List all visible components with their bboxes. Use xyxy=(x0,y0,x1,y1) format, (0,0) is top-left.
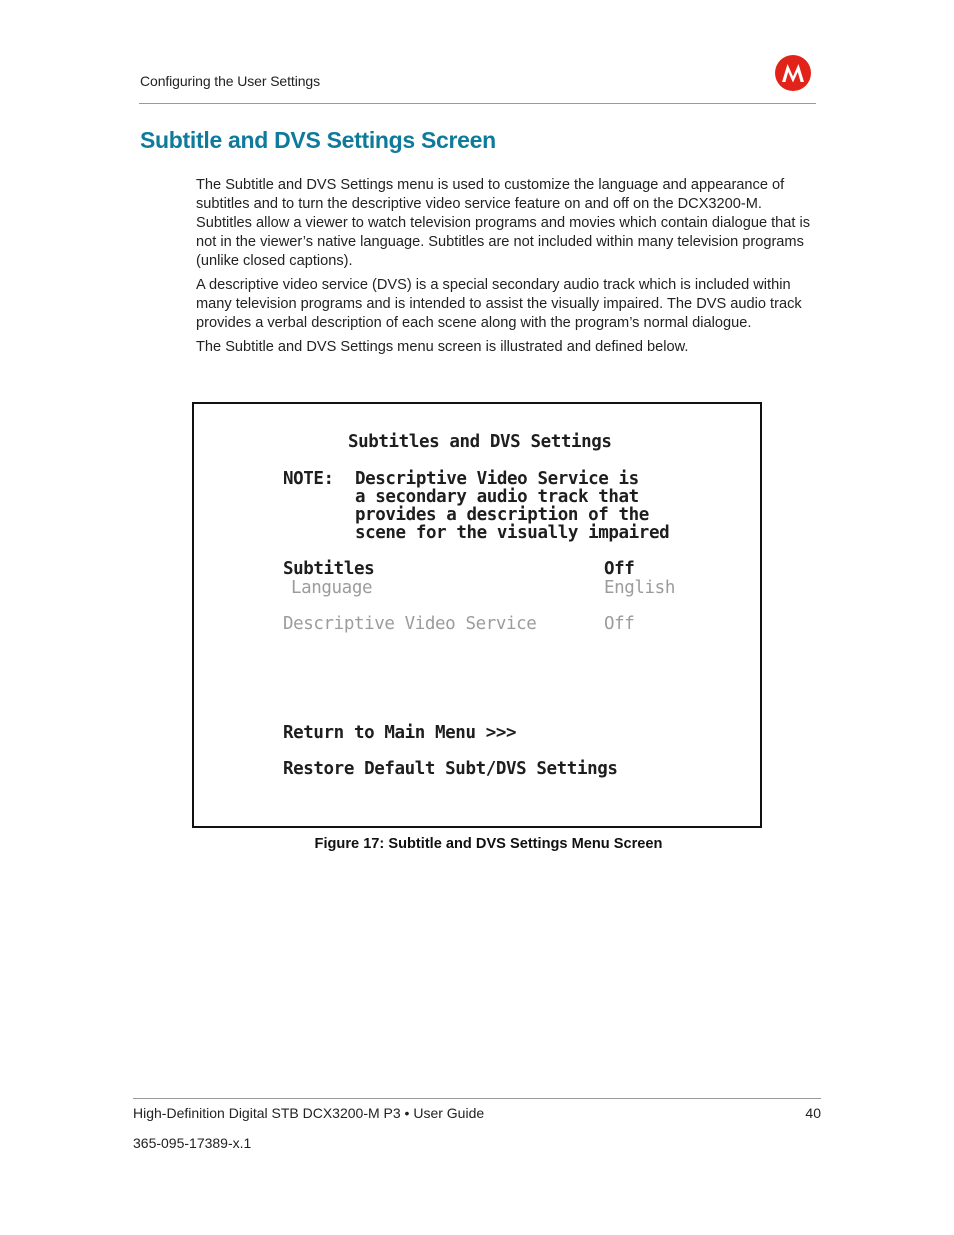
subtitles-label[interactable]: Subtitles xyxy=(283,559,375,579)
note-line-4: scene for the visually impaired xyxy=(355,523,670,543)
note-line-2: a secondary audio track that xyxy=(355,487,639,507)
paragraph-figure-intro: The Subtitle and DVS Settings menu screen is illustrated and defined below. xyxy=(196,339,689,355)
subtitles-value[interactable]: Off xyxy=(604,559,635,579)
motorola-logo-icon xyxy=(775,55,811,91)
paragraph-dvs-intro: A descriptive video service (DVS) is a special secondary audio track which is included within many television programs and is intended to assist the visually impaired. The DVS audio track provides a verbal description of each scene along with the program’s normal dialogue. xyxy=(196,277,802,331)
paragraph-subtitles-intro: The Subtitle and DVS Settings menu is used to customize the language and appearance of subtitles and to turn the descriptive video service feature on and off on the DCX3200-M. Subtitles allow a viewer to watch television programs and movies which contain dialogue that is not in the viewer’s native language. Subtitles are not included within many television programs (unlike closed captions). xyxy=(196,177,811,269)
figure-caption: Figure 17: Subtitle and DVS Settings Menu Screen xyxy=(314,836,663,852)
language-value: English xyxy=(604,578,675,598)
dvs-label: Descriptive Video Service xyxy=(283,614,537,634)
footer-title: High-Definition Digital STB DCX3200-M P3 • User Guide xyxy=(133,1105,485,1121)
running-head: Configuring the User Settings xyxy=(140,73,320,89)
screen-title: Subtitles and DVS Settings xyxy=(348,432,612,452)
dvs-value: Off xyxy=(604,614,635,634)
restore-defaults-item[interactable]: Restore Default Subt/DVS Settings xyxy=(283,759,618,779)
note-label: NOTE: xyxy=(283,469,334,489)
language-label: Language xyxy=(291,578,373,598)
note-line-1: Descriptive Video Service is xyxy=(355,469,639,489)
header-rule xyxy=(139,103,816,104)
return-main-menu-item[interactable]: Return to Main Menu >>> xyxy=(283,723,517,743)
footer-rule xyxy=(133,1098,821,1099)
section-title: Subtitle and DVS Settings Screen xyxy=(140,127,496,153)
note-line-3: provides a description of the xyxy=(355,505,649,525)
document-number: 365-095-17389-x.1 xyxy=(133,1135,252,1151)
body-text xyxy=(196,176,814,362)
menu-screen-figure xyxy=(192,402,762,828)
page-number: 40 xyxy=(805,1105,821,1121)
